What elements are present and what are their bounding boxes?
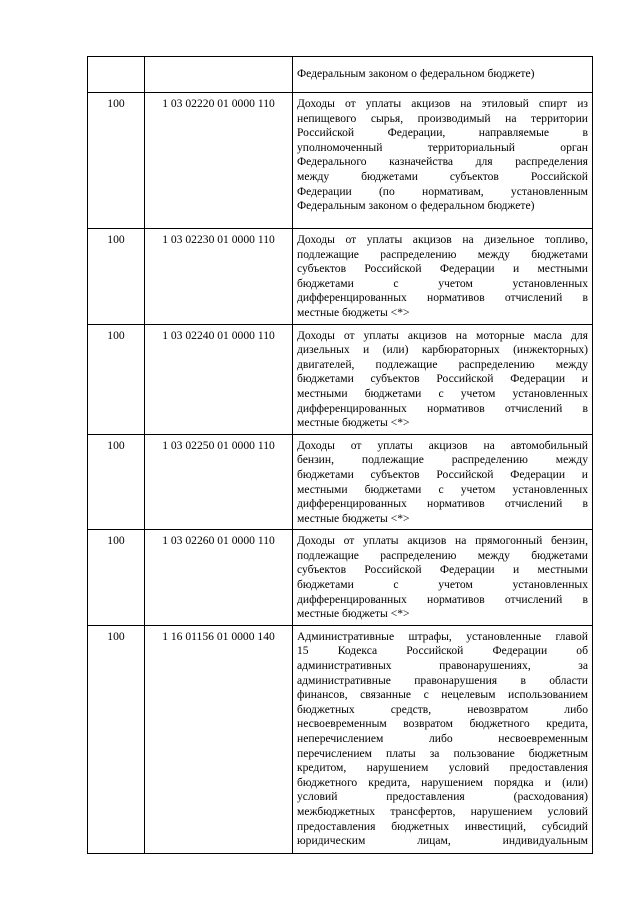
description-line: дифференцированных нормативов отчислений в	[297, 592, 588, 606]
description-line: Доходы от уплаты акцизов на моторные масла для	[297, 328, 588, 342]
budget-classification-code-cell: 1 03 02250 01 0000 110	[145, 434, 293, 530]
income-description-cell	[293, 434, 593, 530]
income-description-cell	[293, 324, 593, 434]
table-row	[88, 625, 593, 853]
administrator-code-cell: 100	[88, 625, 145, 853]
description-line: субъектов Российской Федерации и местными	[297, 563, 588, 577]
administrator-code-cell: 100	[88, 434, 145, 530]
description-line: местные бюджеты <*>	[297, 416, 410, 430]
description-line: Доходы от уплаты акцизов на автомобильный	[297, 438, 588, 452]
description-line: административные правонарушения в области	[297, 673, 588, 687]
description-line: Федерального казначейства для распределения	[297, 155, 588, 169]
budget-classification-code-cell: 1 03 02220 01 0000 110	[145, 93, 293, 229]
description-line: местные бюджеты <*>	[297, 511, 410, 525]
budget-classification-code-cell: 1 16 01156 01 0000 140	[145, 625, 293, 853]
budget-classification-code-cell	[145, 57, 293, 93]
description-line: дифференцированных нормативов отчислений в	[297, 291, 588, 305]
description-line: местные бюджеты <*>	[297, 305, 410, 319]
description-line: Доходы от уплаты акцизов на прямогонный бензин,	[297, 534, 588, 548]
income-description-cell	[293, 93, 593, 229]
description-line: дифференцированных нормативов отчислений в	[297, 401, 588, 415]
budget-income-table	[87, 56, 593, 854]
description-line: бюджетного кредита, нарушением порядка и (или)	[297, 775, 588, 789]
description-line: местные бюджеты <*>	[297, 607, 410, 621]
description-line: Доходы от уплаты акцизов на этиловый спирт из	[297, 97, 588, 110]
table-row	[88, 93, 593, 229]
table-row	[88, 57, 593, 93]
income-description-cell	[293, 229, 593, 325]
description-line: Федеральным законом о федеральном бюджете)	[297, 67, 535, 80]
description-line: Федерации (по нормативам, установленным	[297, 184, 588, 198]
table-row	[88, 229, 593, 325]
description-line: бюджетных средств, невозвратом либо	[297, 702, 588, 716]
administrator-code-cell: 100	[88, 229, 145, 325]
description-line: дифференцированных нормативов отчислений в	[297, 497, 588, 511]
description-line: субъектов Российской Федерации и местными	[297, 262, 588, 276]
table-row	[88, 530, 593, 626]
administrator-code-cell: 100	[88, 530, 145, 626]
description-line: двигателей, подлежащие распределению между	[297, 357, 588, 371]
budget-classification-code-cell: 1 03 02230 01 0000 110	[145, 229, 293, 325]
table-row	[88, 434, 593, 530]
description-line: уполномоченный территориальный орган	[297, 140, 588, 154]
description-line: неперечислением либо несвоевременным	[297, 732, 588, 745]
description-line: бюджетами субъектов Российской Федерации и	[297, 467, 588, 481]
administrator-code-cell: 100	[88, 324, 145, 434]
administrator-code-cell: 100	[88, 93, 145, 229]
description-line: межбюджетных трансфертов, нарушением условий	[297, 804, 588, 818]
administrator-code-cell	[88, 57, 145, 93]
description-line: бюджетами с учетом установленных	[297, 276, 588, 290]
description-line: условий предоставления (расходования)	[297, 790, 588, 804]
budget-classification-code-cell: 1 03 02240 01 0000 110	[145, 324, 293, 434]
income-description-cell	[293, 530, 593, 626]
description-line: предоставления бюджетных инвестиций, субсидий	[297, 819, 588, 833]
table-body	[88, 57, 593, 854]
description-line: Административные штрафы, установленные главой	[297, 629, 588, 643]
description-line: подлежащие распределению между бюджетами	[297, 247, 588, 261]
budget-classification-code-cell: 1 03 02260 01 0000 110	[145, 530, 293, 626]
description-line: 15 Кодекса Российской Федерации об	[297, 644, 588, 658]
table-row	[88, 324, 593, 434]
description-line: юридическим лицам, индивидуальным	[297, 834, 588, 848]
description-line: перечислением платы за пользование бюджетным	[297, 746, 588, 760]
description-line: административных правонарушениях, за	[297, 659, 588, 673]
description-line: дизельных и (или) карбюраторных (инжекторных)	[297, 343, 588, 357]
description-line: кредитом, нарушением условий предоставления	[297, 761, 588, 775]
description-line: бензин, подлежащие распределению между	[297, 453, 588, 467]
description-line: финансов, связанные с нецелевым использованием	[297, 688, 588, 702]
income-description-cell	[293, 57, 593, 93]
description-line: местными бюджетами с учетом установленных	[297, 386, 588, 400]
description-line: бюджетами с учетом установленных	[297, 578, 588, 592]
description-line: Доходы от уплаты акцизов на дизельное топливо,	[297, 233, 588, 246]
description-line: Российской Федерации, направляемые в	[297, 126, 588, 140]
description-line: подлежащие распределению между бюджетами	[297, 548, 588, 562]
description-line: местными бюджетами с учетом установленных	[297, 482, 588, 496]
description-line: несвоевременным возвратом бюджетного кредита,	[297, 717, 588, 731]
description-line: непищевого сырья, производимый на территории	[297, 111, 588, 125]
description-line: бюджетами субъектов Российской Федерации и	[297, 372, 588, 386]
income-description-cell	[293, 625, 593, 853]
description-line: между бюджетами субъектов Российской	[297, 169, 588, 183]
description-line: Федеральным законом о федеральном бюджете)	[297, 199, 535, 213]
